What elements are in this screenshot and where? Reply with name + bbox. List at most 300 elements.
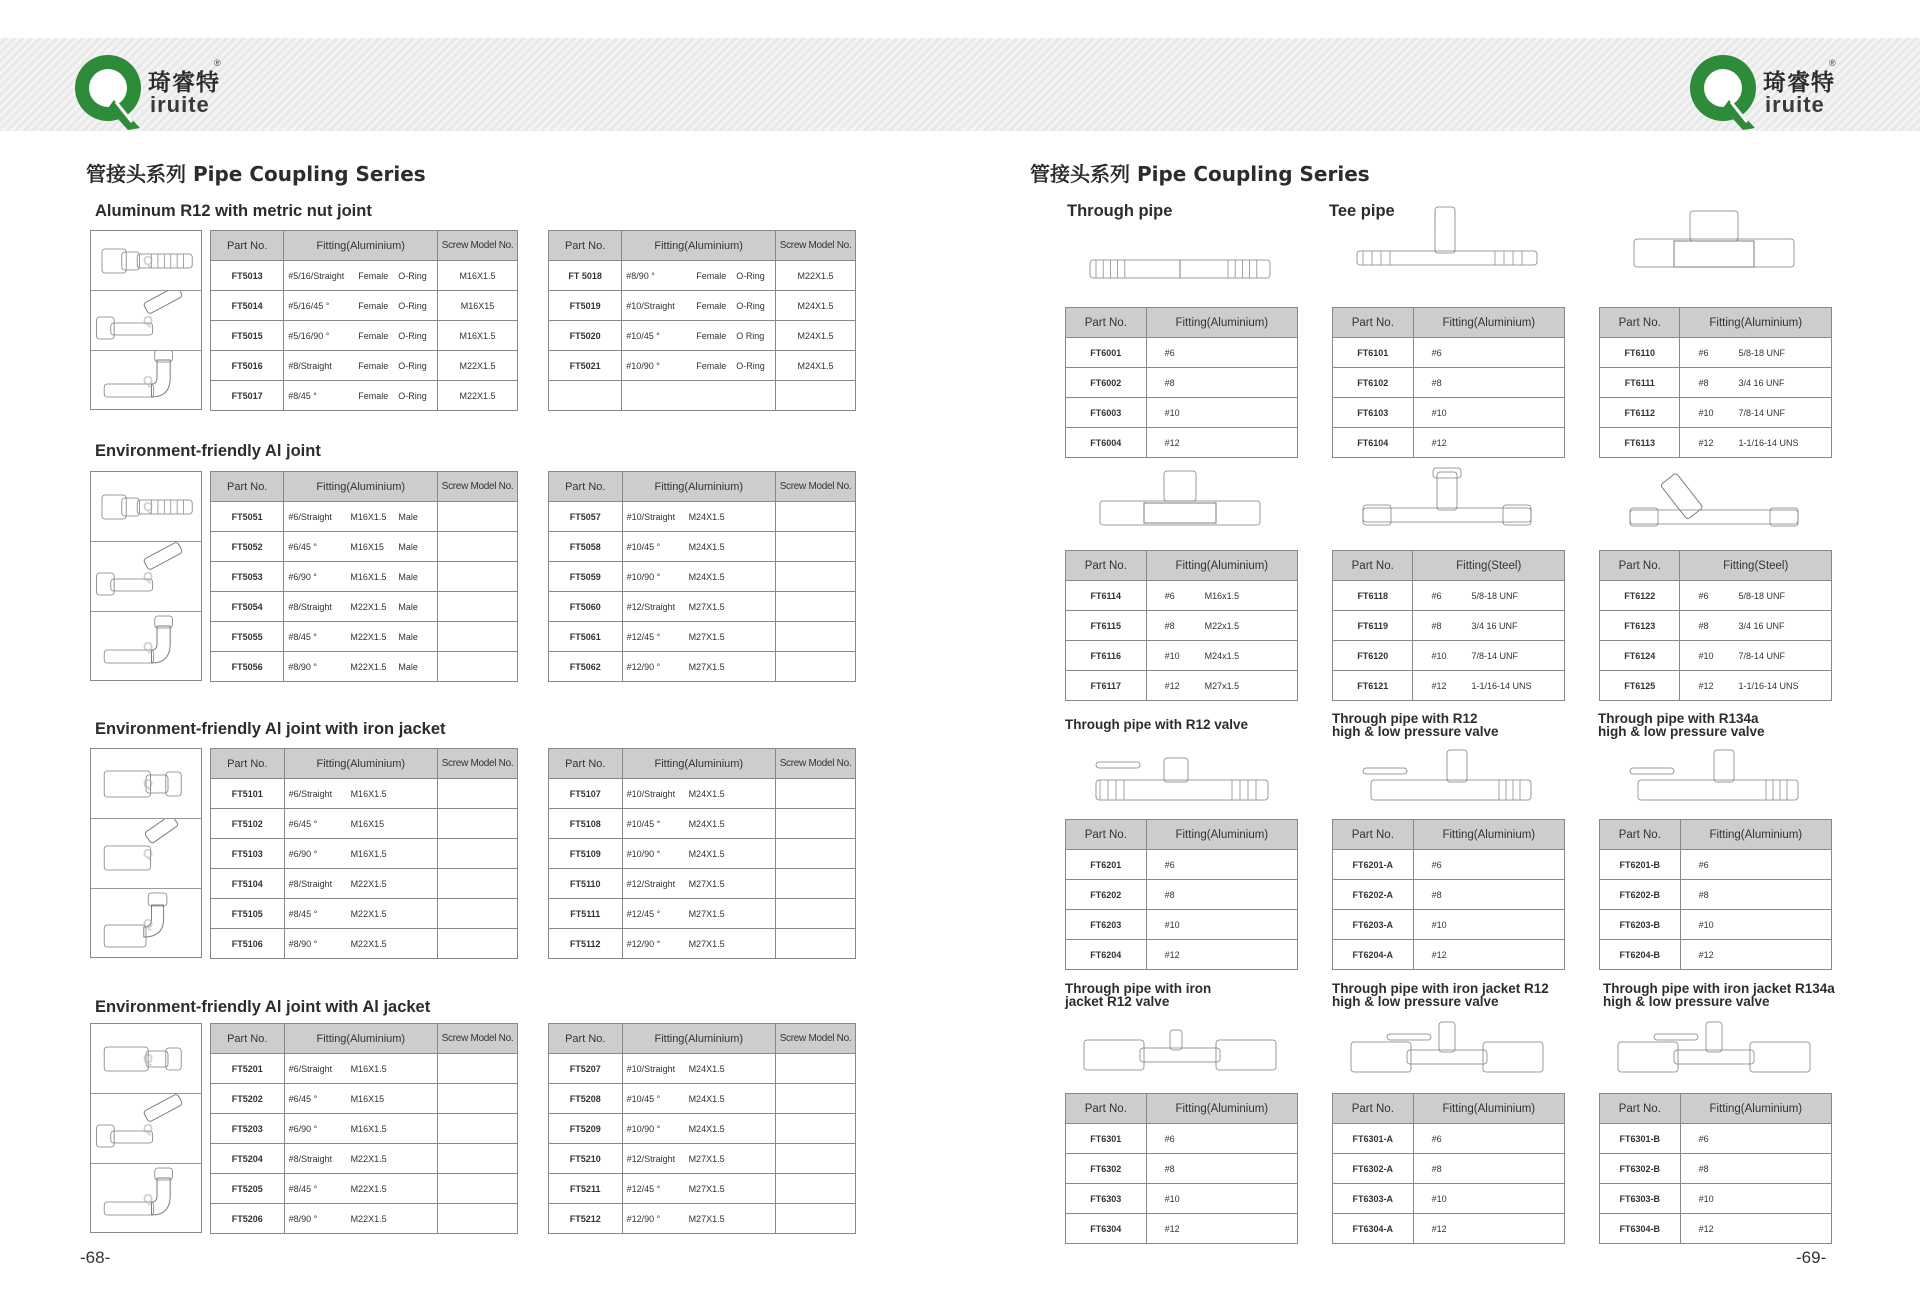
product-image-column bbox=[90, 230, 202, 410]
product-image bbox=[1347, 740, 1547, 816]
fitting-spec bbox=[622, 622, 775, 652]
table-row bbox=[1333, 1154, 1565, 1184]
fitting-size: #6 bbox=[1698, 347, 1709, 358]
watermark-logo: Q bbox=[143, 1051, 154, 1066]
screw-model: M22X1.5 bbox=[438, 351, 518, 381]
fitting-size: #10 bbox=[1164, 1193, 1180, 1204]
column-header: Part No. bbox=[211, 472, 284, 502]
fitting-size: #8/Straight bbox=[288, 878, 333, 889]
fitting-type: M24X1.5 bbox=[688, 1093, 725, 1104]
fitting-spec bbox=[1146, 1154, 1297, 1184]
part-number: FT5111 bbox=[549, 899, 623, 929]
fitting-size: #8/90 ° bbox=[288, 938, 318, 949]
column-header: Screw Model No. bbox=[438, 472, 518, 502]
fitting-spec bbox=[622, 1174, 775, 1204]
fitting-size: #12 bbox=[1431, 680, 1447, 691]
fitting-type: M24X1.5 bbox=[688, 818, 725, 829]
fitting-size: #6/90 ° bbox=[288, 848, 318, 859]
screw-model bbox=[438, 1174, 518, 1204]
part-number: FT5052 bbox=[211, 532, 284, 562]
screw-model bbox=[438, 809, 518, 839]
screw-model bbox=[776, 1174, 856, 1204]
table-row bbox=[1333, 398, 1565, 428]
product-image bbox=[1614, 740, 1814, 816]
title-line: Through pipe with iron jacket R12 bbox=[1332, 981, 1549, 996]
fitting-size: #12/90 ° bbox=[626, 661, 661, 672]
fitting-size: #12 bbox=[1164, 949, 1180, 960]
fitting-size: #12 bbox=[1698, 437, 1714, 448]
fitting-spec bbox=[1680, 338, 1832, 368]
table-row bbox=[1333, 1124, 1565, 1154]
fitting-thread: 7/8-14 UNF bbox=[1738, 407, 1785, 418]
part-number: FT6111 bbox=[1600, 368, 1680, 398]
part-number: FT6301-B bbox=[1600, 1124, 1681, 1154]
table-header-row bbox=[549, 1024, 856, 1054]
title-line: Through pipe with iron bbox=[1065, 981, 1212, 996]
fitting-spec bbox=[284, 899, 437, 929]
column-header: Fitting(Aluminium) bbox=[1146, 308, 1297, 338]
fitting-type: M24X1.5 bbox=[688, 541, 725, 552]
table-row bbox=[1333, 940, 1565, 970]
part-number: FT5202 bbox=[211, 1084, 285, 1114]
fitting-size: #12 bbox=[1698, 1223, 1714, 1234]
fitting-size: #6 bbox=[1431, 859, 1442, 870]
part-number: FT6201-A bbox=[1333, 850, 1414, 880]
fitting-thread: 3/4 16 UNF bbox=[1738, 620, 1785, 631]
fitting-size: #12/Straight bbox=[626, 878, 676, 889]
fitting-spec bbox=[1146, 1214, 1297, 1244]
fitting-size: #10 bbox=[1431, 407, 1447, 418]
fitting-image bbox=[1347, 1010, 1547, 1090]
part-number: FT5110 bbox=[549, 869, 623, 899]
fitting-spec bbox=[284, 592, 438, 622]
table-row bbox=[1600, 368, 1832, 398]
fitting-spec bbox=[1146, 850, 1297, 880]
table-header-row bbox=[1066, 1094, 1298, 1124]
table-row bbox=[1600, 1124, 1832, 1154]
catalog-page-right bbox=[960, 0, 1920, 1311]
part-number: FT 5018 bbox=[549, 261, 622, 291]
screw-model bbox=[776, 622, 856, 652]
title-line: Through pipe with R12 bbox=[1332, 711, 1478, 726]
column-header: Part No. bbox=[1333, 820, 1414, 850]
part-table bbox=[210, 471, 518, 682]
table-row bbox=[1333, 611, 1565, 641]
fitting-size: #8/Straight bbox=[288, 601, 332, 612]
fitting-type: M22X1.5 bbox=[350, 938, 387, 949]
fitting-thread: 3/4 16 UNF bbox=[1471, 620, 1518, 631]
product-image-cell bbox=[91, 231, 201, 291]
fitting-type: M24X1.5 bbox=[688, 511, 725, 522]
fitting-size: #8 bbox=[1164, 377, 1175, 388]
column-header: Screw Model No. bbox=[438, 749, 518, 779]
table-row bbox=[1333, 671, 1565, 701]
screw-model bbox=[438, 1144, 518, 1174]
part-number: FT6202-B bbox=[1600, 880, 1681, 910]
part-number: FT5102 bbox=[211, 809, 285, 839]
fitting-size: #12 bbox=[1698, 680, 1714, 691]
fitting-spec bbox=[284, 532, 438, 562]
fitting-size: #10 bbox=[1698, 650, 1714, 661]
fitting-type: Female bbox=[696, 270, 727, 281]
table-row bbox=[211, 321, 518, 351]
screw-model bbox=[438, 1114, 518, 1144]
table-row bbox=[1600, 1184, 1832, 1214]
column-header: Screw Model No. bbox=[776, 1024, 856, 1054]
screw-model bbox=[776, 809, 856, 839]
table-row bbox=[549, 839, 856, 869]
fitting-type: M22X1.5 bbox=[350, 878, 387, 889]
fitting-spec bbox=[1680, 910, 1831, 940]
fitting-spec bbox=[1413, 338, 1564, 368]
fitting-type: M27X1.5 bbox=[688, 938, 725, 949]
fitting-size: #12/45 ° bbox=[626, 908, 661, 919]
watermark-logo: Q bbox=[143, 569, 154, 584]
fitting-size: #8 bbox=[1698, 620, 1709, 631]
q-logo-icon bbox=[70, 50, 154, 134]
table-row bbox=[1333, 641, 1565, 671]
screw-model: M16X15 bbox=[438, 291, 518, 321]
fitting-spec bbox=[622, 899, 775, 929]
part-number: FT5210 bbox=[549, 1144, 623, 1174]
column-header: Part No. bbox=[1066, 308, 1147, 338]
part-number: FT6302-B bbox=[1600, 1154, 1681, 1184]
table-header-row bbox=[1066, 308, 1298, 338]
fitting-type: Female bbox=[358, 300, 389, 311]
fitting-seal: Male bbox=[398, 511, 418, 522]
product-image-cell bbox=[91, 542, 201, 612]
fitting-type: M22X1.5 bbox=[350, 908, 387, 919]
fitting-spec bbox=[1146, 368, 1297, 398]
fitting-spec bbox=[622, 291, 776, 321]
fitting-image bbox=[1347, 190, 1547, 300]
table-row bbox=[1066, 641, 1298, 671]
column-header: Part No. bbox=[1600, 1094, 1681, 1124]
column-header: Fitting(Aluminium) bbox=[1146, 1094, 1297, 1124]
fitting-seal: Male bbox=[398, 601, 418, 612]
fitting-image bbox=[1614, 740, 1814, 816]
title-line: high & low pressure valve bbox=[1332, 724, 1499, 739]
part-number: FT6104 bbox=[1333, 428, 1414, 458]
fitting-type: M27X1.5 bbox=[688, 1153, 725, 1164]
table-row bbox=[211, 291, 518, 321]
screw-model bbox=[776, 1084, 856, 1114]
fitting-seal: Male bbox=[398, 631, 418, 642]
fitting-thread: M27x1.5 bbox=[1204, 680, 1240, 691]
fitting-size: #8 bbox=[1431, 377, 1442, 388]
fitting-size: #12/Straight bbox=[626, 1153, 676, 1164]
table-row bbox=[1066, 611, 1298, 641]
brand-name-en: iruite bbox=[1765, 92, 1825, 117]
column-header: Part No. bbox=[211, 1024, 285, 1054]
fitting-spec bbox=[1680, 581, 1832, 611]
column-header: Fitting(Aluminium) bbox=[622, 231, 776, 261]
fitting-spec bbox=[284, 1204, 437, 1234]
table-row bbox=[211, 869, 518, 899]
fitting-size: #8/90 ° bbox=[288, 1213, 318, 1224]
fitting-size: #8/90 ° bbox=[288, 661, 318, 672]
part-number: FT5058 bbox=[549, 532, 623, 562]
fitting-spec bbox=[622, 351, 776, 381]
part-table bbox=[1332, 307, 1565, 458]
column-header: Screw Model No. bbox=[776, 231, 856, 261]
part-number: FT6002 bbox=[1066, 368, 1147, 398]
part-number: FT5014 bbox=[211, 291, 284, 321]
fitting-type: M24X1.5 bbox=[688, 1063, 725, 1074]
table-row bbox=[549, 1054, 856, 1084]
product-image-cell bbox=[91, 472, 201, 542]
fitting-spec bbox=[622, 779, 775, 809]
part-number: FT6119 bbox=[1333, 611, 1413, 641]
product-image-cell bbox=[91, 889, 201, 957]
part-table bbox=[1332, 550, 1565, 701]
section-title-through-pipe: Through pipe bbox=[1067, 202, 1173, 220]
fitting-spec bbox=[622, 381, 776, 411]
part-number: FT6122 bbox=[1600, 581, 1680, 611]
fitting-spec bbox=[1146, 581, 1297, 611]
table-row bbox=[211, 809, 518, 839]
fitting-type: M22X1.5 bbox=[350, 661, 387, 672]
table-row bbox=[1333, 1214, 1565, 1244]
screw-model bbox=[438, 929, 518, 959]
part-number: FT6204 bbox=[1066, 940, 1147, 970]
screw-model bbox=[438, 1084, 518, 1114]
fitting-spec bbox=[1146, 671, 1297, 701]
fitting-size: #6 bbox=[1698, 590, 1709, 601]
section-title: Environment-friendly Al joint with Al jacket bbox=[95, 998, 431, 1016]
fitting-thread: M16x1.5 bbox=[1204, 590, 1240, 601]
fitting-type: M24X1.5 bbox=[688, 1123, 725, 1134]
fitting-size: #8 bbox=[1431, 1163, 1442, 1174]
table-row bbox=[549, 592, 856, 622]
part-number: FT5061 bbox=[549, 622, 623, 652]
column-header: Part No. bbox=[211, 749, 285, 779]
part-number: FT6302-A bbox=[1333, 1154, 1414, 1184]
part-number: FT5209 bbox=[549, 1114, 623, 1144]
fitting-seal: O-Ring bbox=[398, 360, 427, 371]
fitting-size: #6 bbox=[1431, 1133, 1442, 1144]
q-logo-icon bbox=[1685, 50, 1769, 134]
table-row bbox=[211, 779, 518, 809]
fitting-size: #10/90 ° bbox=[626, 1123, 661, 1134]
screw-model bbox=[438, 1054, 518, 1084]
fitting-spec bbox=[284, 839, 437, 869]
fitting-size: #6/45 ° bbox=[288, 541, 318, 552]
part-number: FT5015 bbox=[211, 321, 284, 351]
fitting-spec bbox=[284, 622, 438, 652]
screw-model bbox=[776, 592, 856, 622]
table-row bbox=[1066, 428, 1298, 458]
table-row bbox=[1600, 338, 1832, 368]
column-header: Part No. bbox=[1333, 551, 1413, 581]
fitting-size: #8 bbox=[1164, 620, 1175, 631]
fitting-spec bbox=[1413, 940, 1564, 970]
table-row bbox=[549, 809, 856, 839]
fitting-size: #6/Straight bbox=[288, 788, 333, 799]
column-header: Fitting(Aluminium) bbox=[284, 1024, 437, 1054]
product-image-cell bbox=[91, 612, 201, 680]
title-line: Through pipe with iron jacket R134a bbox=[1603, 981, 1835, 996]
table-row bbox=[549, 1204, 856, 1234]
column-header: Fitting(Aluminium) bbox=[284, 472, 438, 502]
fitting-type: Female bbox=[358, 330, 389, 341]
table-row bbox=[211, 652, 518, 682]
column-header: Fitting(Aluminium) bbox=[622, 472, 775, 502]
part-number: FT5051 bbox=[211, 502, 284, 532]
part-table bbox=[1599, 1093, 1832, 1244]
table-row bbox=[1600, 428, 1832, 458]
table-header-row bbox=[1333, 551, 1565, 581]
fitting-size: #10 bbox=[1164, 407, 1180, 418]
fitting-size: #10/45 ° bbox=[626, 1093, 661, 1104]
fitting-size: #10/90 ° bbox=[626, 848, 661, 859]
table-row bbox=[1066, 368, 1298, 398]
fitting-thread: 1-1/16-14 UNS bbox=[1738, 680, 1799, 691]
fitting-spec bbox=[284, 381, 438, 411]
table-row bbox=[1600, 398, 1832, 428]
part-number: FT6113 bbox=[1600, 428, 1680, 458]
fitting-spec bbox=[1413, 368, 1564, 398]
part-number: FT6003 bbox=[1066, 398, 1147, 428]
product-image-cell bbox=[91, 749, 201, 819]
table-row bbox=[211, 622, 518, 652]
fitting-type: Female bbox=[358, 270, 389, 281]
fitting-spec bbox=[1413, 1184, 1564, 1214]
product-image-column bbox=[90, 471, 202, 681]
table-row bbox=[1600, 611, 1832, 641]
fitting-size: #12 bbox=[1431, 949, 1447, 960]
screw-model bbox=[438, 1204, 518, 1234]
fitting-spec bbox=[622, 1084, 775, 1114]
fitting-size: #8/45 ° bbox=[288, 631, 318, 642]
fitting-type: Female bbox=[696, 360, 727, 371]
fitting-seal: Male bbox=[398, 541, 418, 552]
part-number: FT5108 bbox=[549, 809, 623, 839]
brand-logo bbox=[1685, 50, 1845, 130]
part-number: FT6001 bbox=[1066, 338, 1147, 368]
column-header: Fitting(Aluminium) bbox=[1146, 820, 1297, 850]
fitting-spec bbox=[1413, 581, 1565, 611]
fitting-image bbox=[1614, 1010, 1814, 1090]
fitting-spec bbox=[1680, 671, 1832, 701]
fitting-size: #8/90 ° bbox=[626, 270, 655, 281]
column-header: Part No. bbox=[1600, 308, 1680, 338]
fitting-spec bbox=[1146, 1124, 1297, 1154]
fitting-size: #6 bbox=[1164, 1133, 1175, 1144]
fitting-spec bbox=[1146, 428, 1297, 458]
table-row bbox=[549, 321, 856, 351]
screw-model bbox=[438, 779, 518, 809]
part-number: FT5112 bbox=[549, 929, 623, 959]
part-number: FT6118 bbox=[1333, 581, 1413, 611]
fitting-size: #12 bbox=[1431, 437, 1447, 448]
product-image bbox=[1080, 1010, 1280, 1090]
fitting-thread: 7/8-14 UNF bbox=[1738, 650, 1785, 661]
table-row bbox=[549, 899, 856, 929]
fitting-type: M27X1.5 bbox=[688, 908, 725, 919]
fitting-spec bbox=[1413, 1154, 1564, 1184]
screw-model bbox=[438, 532, 518, 562]
table-row bbox=[1066, 398, 1298, 428]
part-table bbox=[548, 1023, 856, 1234]
fitting-type: M16X1.5 bbox=[350, 848, 387, 859]
part-number: FT5017 bbox=[211, 381, 284, 411]
part-number: FT6004 bbox=[1066, 428, 1147, 458]
fitting-size: #8 bbox=[1698, 1163, 1709, 1174]
fitting-size: #10/90 ° bbox=[626, 360, 660, 371]
fitting-thread: 5/8-18 UNF bbox=[1471, 590, 1518, 601]
fitting-size: #8/45 ° bbox=[288, 908, 318, 919]
fitting-thread: 7/8-14 UNF bbox=[1471, 650, 1518, 661]
watermark-logo: Q bbox=[143, 373, 154, 388]
fitting-spec bbox=[622, 652, 775, 682]
fitting-size: #10/Straight bbox=[626, 788, 676, 799]
fitting-spec bbox=[284, 1054, 437, 1084]
screw-model bbox=[438, 839, 518, 869]
screw-model bbox=[438, 502, 518, 532]
table-row bbox=[1066, 850, 1298, 880]
part-table bbox=[1065, 1093, 1298, 1244]
table-row bbox=[549, 1174, 856, 1204]
column-header: Fitting(Aluminium) bbox=[1146, 551, 1297, 581]
fitting-size: #5/16/Straight bbox=[288, 270, 345, 281]
table-row bbox=[1066, 1124, 1298, 1154]
part-number: FT5211 bbox=[549, 1174, 623, 1204]
fitting-spec bbox=[622, 592, 775, 622]
fitting-image bbox=[1080, 460, 1280, 546]
fitting-spec bbox=[1413, 611, 1565, 641]
fitting-spec bbox=[284, 261, 438, 291]
screw-model bbox=[776, 839, 856, 869]
fitting-size: #12 bbox=[1164, 437, 1180, 448]
fitting-thread: 3/4 16 UNF bbox=[1738, 377, 1785, 388]
part-table bbox=[548, 230, 856, 411]
fitting-type: M16X1.5 bbox=[350, 511, 387, 522]
fitting-thread: 1-1/16-14 UNS bbox=[1738, 437, 1799, 448]
table-row bbox=[1066, 581, 1298, 611]
table-row bbox=[1066, 671, 1298, 701]
column-header: Part No. bbox=[1066, 1094, 1147, 1124]
part-number: FT5056 bbox=[211, 652, 284, 682]
part-number: FT6123 bbox=[1600, 611, 1680, 641]
table-row bbox=[549, 929, 856, 959]
table-row bbox=[211, 261, 518, 291]
fitting-spec bbox=[1680, 1154, 1831, 1184]
table-row bbox=[211, 381, 518, 411]
part-number: FT6125 bbox=[1600, 671, 1680, 701]
table-row bbox=[549, 869, 856, 899]
table-header-row bbox=[1600, 308, 1832, 338]
fitting-spec bbox=[284, 869, 437, 899]
product-image-column bbox=[90, 748, 202, 958]
column-header: Fitting(Aluminium) bbox=[1680, 820, 1831, 850]
fitting-spec bbox=[1680, 850, 1831, 880]
fitting-spec bbox=[622, 1204, 775, 1234]
fitting-type: M22X1.5 bbox=[350, 1183, 387, 1194]
table-header-row bbox=[1066, 551, 1298, 581]
screw-model bbox=[438, 592, 518, 622]
table-row bbox=[1066, 1184, 1298, 1214]
part-number: FT6116 bbox=[1066, 641, 1147, 671]
part-number: FT6303-A bbox=[1333, 1184, 1414, 1214]
table-row bbox=[211, 1144, 518, 1174]
table-header-row bbox=[1600, 820, 1832, 850]
part-number: FT6303-B bbox=[1600, 1184, 1681, 1214]
fitting-spec bbox=[1413, 428, 1564, 458]
part-table bbox=[210, 748, 518, 959]
screw-model bbox=[776, 1204, 856, 1234]
fitting-spec bbox=[622, 869, 775, 899]
